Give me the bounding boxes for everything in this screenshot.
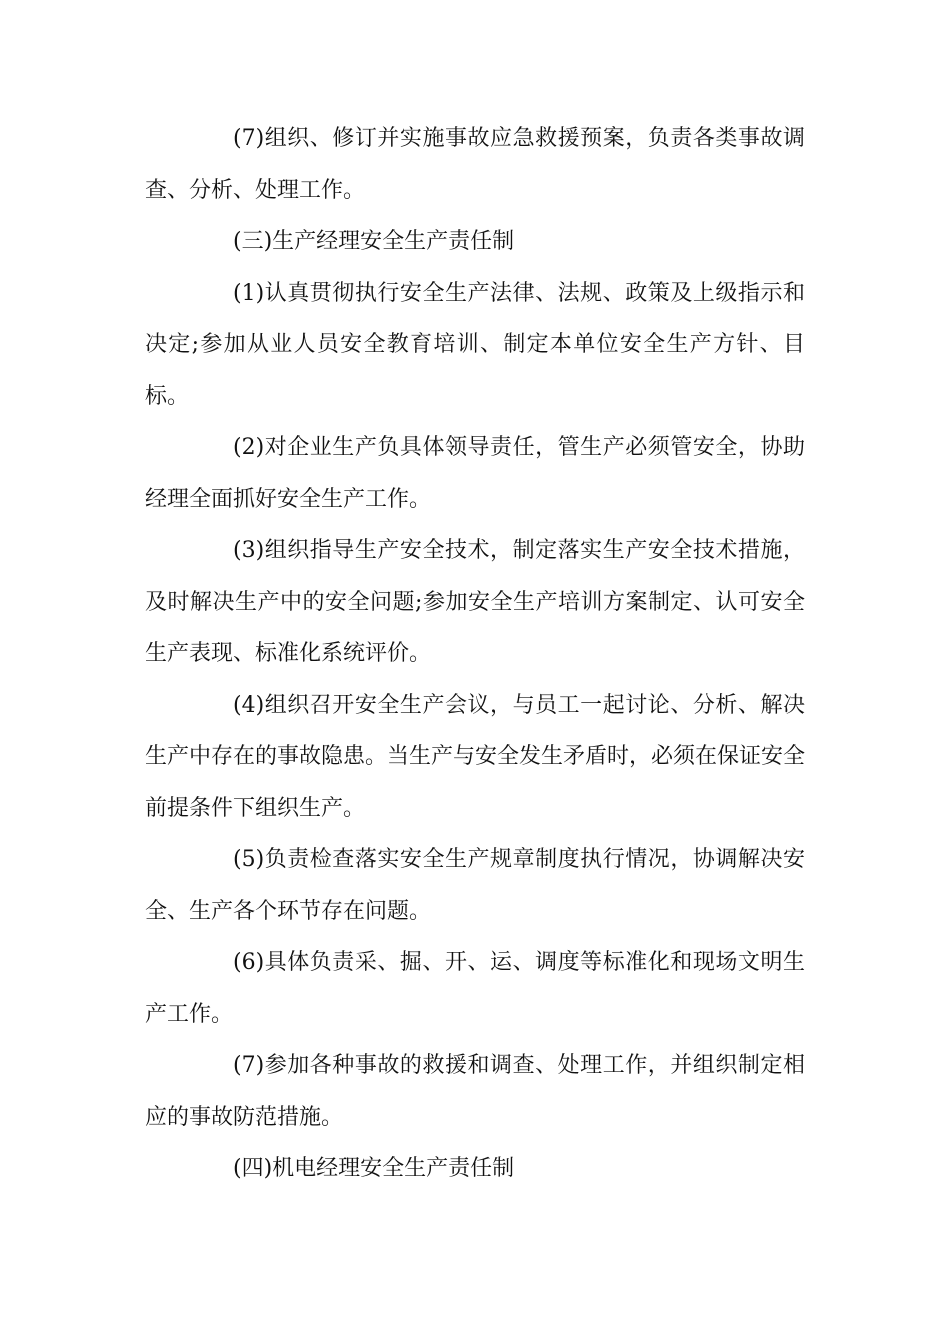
section-heading-production-manager: (三)生产经理安全生产责任制 — [233, 229, 515, 254]
paragraph-item-6-standardization: (6)具体负责采、掘、开、运、调度等标准化和现场文明生产工作。 — [145, 950, 805, 1027]
paragraph-item-2-leadership: (2)对企业生产负具体领导责任，管生产必须管安全，协助经理全面抓好安全生产工作。 — [145, 435, 805, 512]
paragraph-item-5-inspection: (5)负责检查落实安全生产规章制度执行情况，协调解决安全、生产各个环节存在问题。 — [145, 847, 805, 924]
paragraph-item-7-rescue: (7)参加各种事故的救援和调查、处理工作，并组织制定相应的事故防范措施。 — [145, 1053, 805, 1130]
document-body — [145, 113, 805, 1195]
paragraph-item-1-laws: (1)认真贯彻执行安全生产法律、法规、政策及上级指示和决定;参加从业人员安全教育培训、制定本单位安全生产方针、目标。 — [145, 280, 805, 409]
paragraph-item-3-technology: (3)组织指导生产安全技术，制定落实生产安全技术措施，及时解决生产中的安全问题;参加安全生产培训方案制定、认可安全生产表现、标准化系统评价。 — [145, 538, 805, 666]
paragraph-item-4-meetings: (4)组织召开安全生产会议，与员工一起讨论、分析、解决生产中存在的事故隐患。当生产与安全发生矛盾时，必须在保证安全前提条件下组织生产。 — [145, 692, 806, 821]
paragraph-item-7-emergency-plan: (7)组织、修订并实施事故应急救援预案，负责各类事故调查、分析、处理工作。 — [145, 126, 805, 203]
section-heading-electromechanical-manager: (四)机电经理安全生产责任制 — [233, 1156, 515, 1181]
